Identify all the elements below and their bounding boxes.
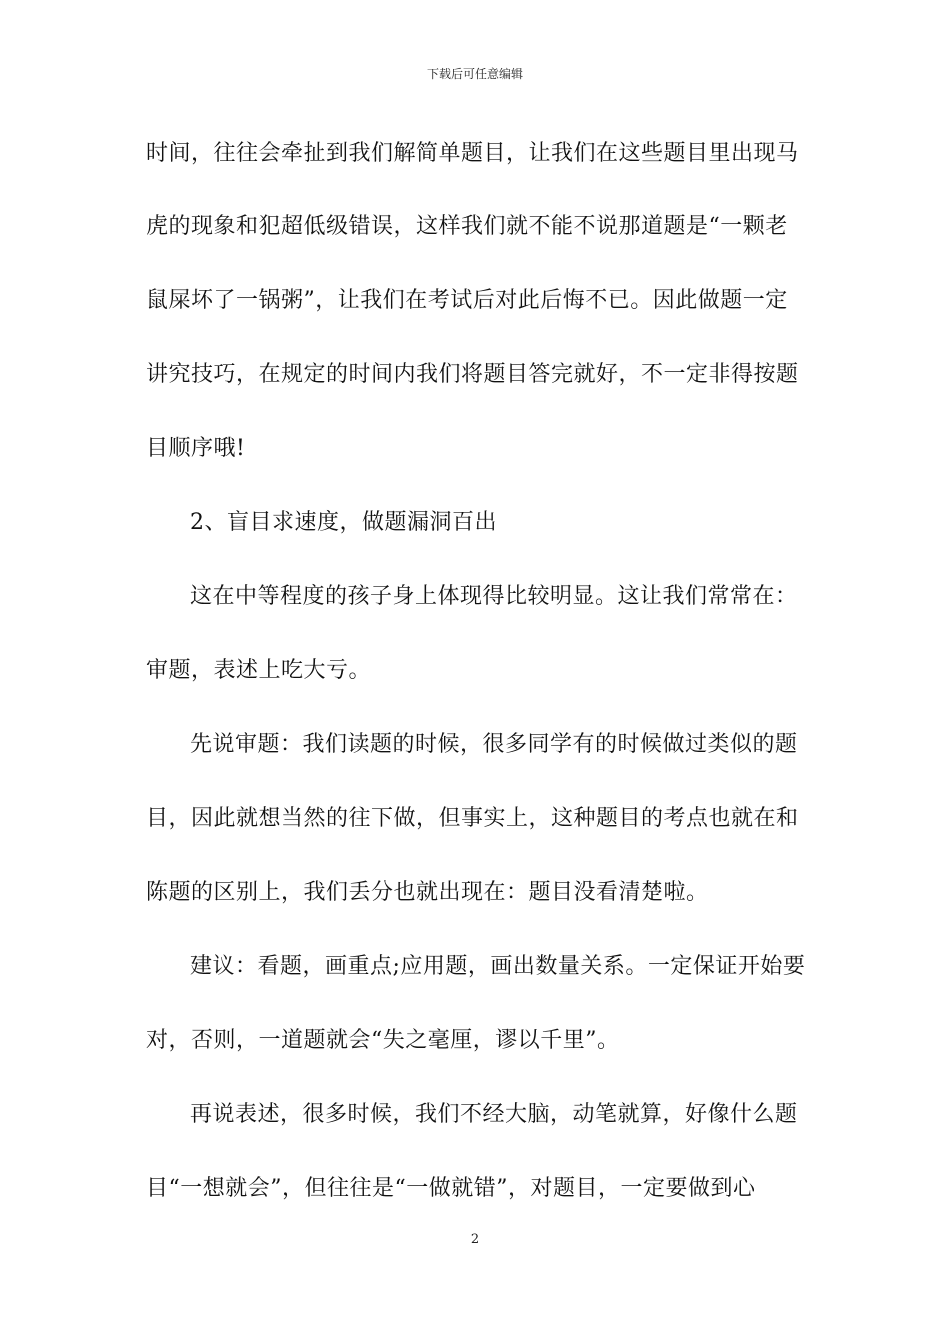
page-header: 下载后可任意编辑 xyxy=(426,67,523,81)
page-number: 2 xyxy=(470,1232,480,1247)
